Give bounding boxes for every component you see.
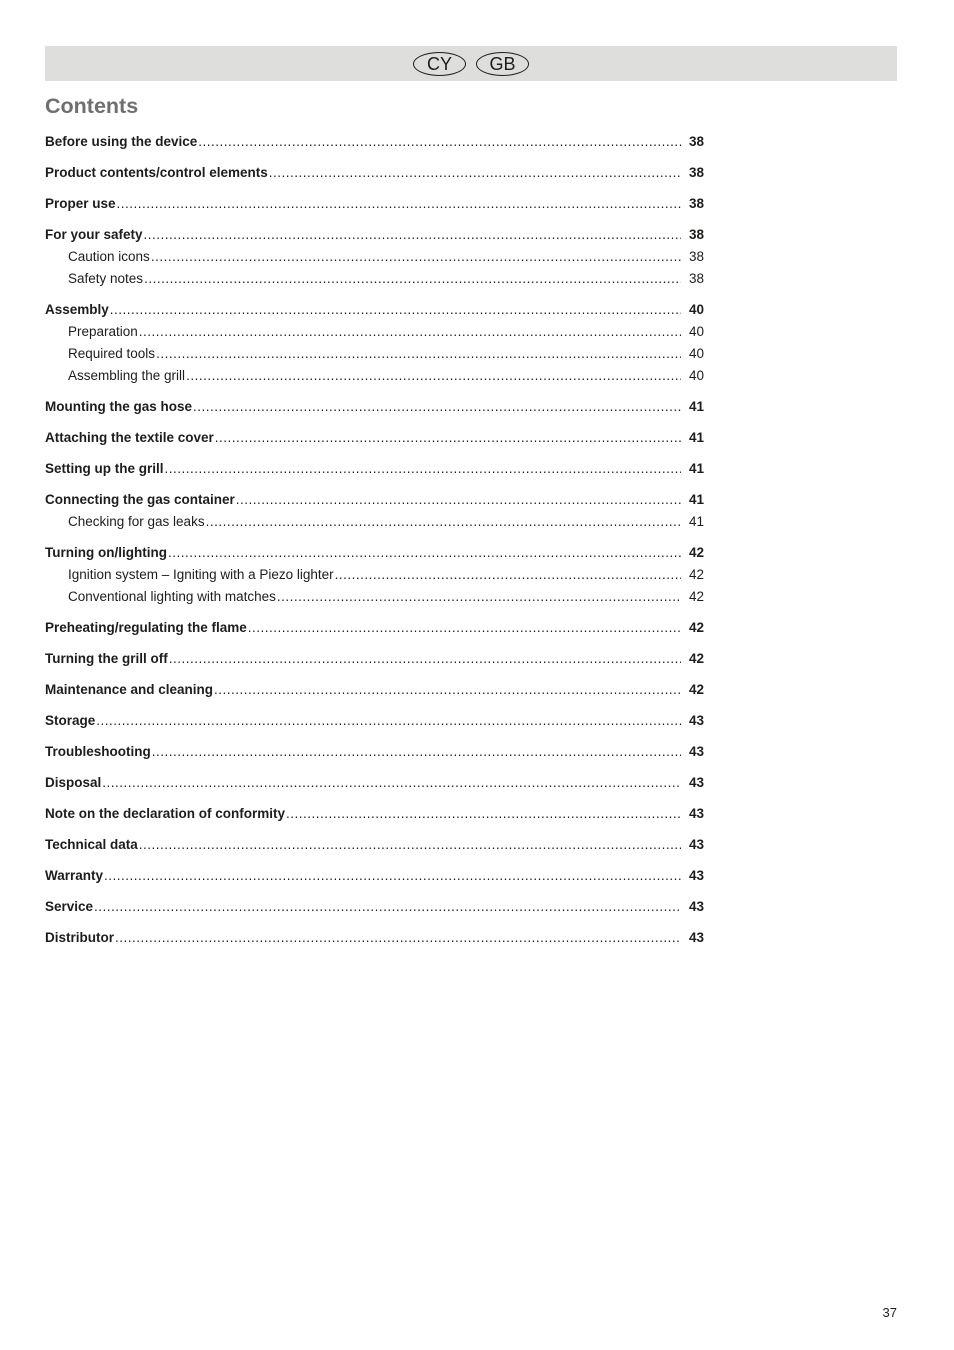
toc-entry-page: 43: [688, 868, 704, 883]
toc-entry-page: 42: [688, 651, 704, 666]
toc-entry-label: For your safety: [45, 227, 143, 242]
toc-entry-label: Disposal: [45, 775, 102, 790]
toc-entry[interactable]: [45, 343, 704, 365]
toc-entry-label: Preparation: [68, 324, 138, 339]
toc-entry-label: Technical data: [45, 837, 138, 852]
toc-entry-label: Maintenance and cleaning: [45, 682, 214, 697]
toc-dot-leader: [115, 927, 681, 949]
toc-dot-leader: [152, 741, 681, 763]
toc-entry-page: 41: [688, 514, 704, 529]
toc-entry-page: 40: [688, 324, 704, 339]
toc-entry[interactable]: [45, 865, 704, 887]
toc-dot-leader: [144, 268, 681, 290]
toc-dot-leader: [269, 162, 681, 184]
toc-entry-label: Required tools: [68, 346, 156, 361]
toc-entry-label: Proper use: [45, 196, 116, 211]
toc-entry-page: 38: [688, 196, 704, 211]
toc-entry-page: 38: [688, 134, 704, 149]
toc-entry-label: Checking for gas leaks: [68, 514, 205, 529]
toc-entry[interactable]: [45, 648, 704, 670]
toc-dot-leader: [186, 365, 681, 387]
toc-entry-page: 38: [688, 165, 704, 180]
toc-entry-label: Mounting the gas hose: [45, 399, 192, 414]
toc-entry-label: Safety notes: [68, 271, 144, 286]
toc-entry-page: 43: [688, 806, 704, 821]
toc-entry[interactable]: [45, 193, 704, 215]
toc-dot-leader: [248, 617, 681, 639]
toc-entry-label: Assembly: [45, 302, 109, 317]
toc-entry[interactable]: [45, 131, 704, 153]
toc-entry-page: 42: [688, 545, 704, 560]
toc-entry[interactable]: [45, 246, 704, 268]
toc-entry[interactable]: [45, 617, 704, 639]
toc-entry[interactable]: [45, 927, 704, 949]
toc-entry[interactable]: [45, 834, 704, 856]
toc-entry-page: 43: [688, 837, 704, 852]
toc-entry-page: 41: [688, 430, 704, 445]
toc-dot-leader: [102, 772, 681, 794]
toc-entry-page: 40: [688, 302, 704, 317]
toc-entry[interactable]: [45, 299, 704, 321]
toc-dot-leader: [104, 865, 681, 887]
page-title: Contents: [45, 94, 139, 118]
toc-entry-label: Assembling the grill: [68, 368, 186, 383]
toc-entry-label: Attaching the textile cover: [45, 430, 214, 445]
toc-entry-label: Conventional lighting with matches: [68, 589, 276, 604]
toc-entry-page: 42: [688, 567, 704, 582]
toc-dot-leader: [169, 648, 681, 670]
toc-entry-label: Connecting the gas container: [45, 492, 235, 507]
language-badge-gb: GB: [476, 52, 529, 76]
toc-entry-page: 42: [688, 682, 704, 697]
toc-dot-leader: [168, 542, 681, 564]
language-header-bar: [45, 46, 897, 81]
toc-dot-leader: [193, 396, 681, 418]
toc-entry[interactable]: [45, 365, 704, 387]
toc-entry-page: 40: [688, 346, 704, 361]
toc-entry[interactable]: [45, 427, 704, 449]
toc-dot-leader: [236, 489, 681, 511]
toc-entry[interactable]: [45, 511, 704, 533]
toc-entry-label: Before using the device: [45, 134, 198, 149]
toc-entry-page: 43: [688, 744, 704, 759]
toc-entry-page: 43: [688, 899, 704, 914]
language-badge-cy: CY: [413, 52, 466, 76]
toc-entry-page: 38: [688, 227, 704, 242]
toc-dot-leader: [139, 321, 681, 343]
toc-dot-leader: [214, 679, 681, 701]
toc-dot-leader: [215, 427, 681, 449]
toc-dot-leader: [151, 246, 681, 268]
toc-entry-page: 41: [688, 461, 704, 476]
toc-entry[interactable]: [45, 803, 704, 825]
toc-entry-label: Distributor: [45, 930, 114, 945]
toc-entry[interactable]: [45, 896, 704, 918]
toc-entry-page: 38: [688, 249, 704, 264]
toc-entry-page: 43: [688, 930, 704, 945]
toc-entry-label: Warranty: [45, 868, 104, 883]
toc-dot-leader: [96, 710, 681, 732]
toc-entry-label: Ignition system – Igniting with a Piezo lighter: [68, 567, 334, 582]
toc-entry-label: Troubleshooting: [45, 744, 151, 759]
toc-entry-page: 41: [688, 492, 704, 507]
toc-entry-label: Preheating/regulating the flame: [45, 620, 247, 635]
toc-entry[interactable]: [45, 224, 704, 246]
toc-entry-page: 38: [688, 271, 704, 286]
toc-entry[interactable]: [45, 710, 704, 732]
toc-entry-label: Turning on/lighting: [45, 545, 167, 560]
toc-dot-leader: [335, 564, 681, 586]
toc-dot-leader: [156, 343, 681, 365]
toc-entry-label: Storage: [45, 713, 96, 728]
toc-entry[interactable]: [45, 741, 704, 763]
toc-dot-leader: [165, 458, 682, 480]
toc-dot-leader: [198, 131, 681, 153]
toc-entry[interactable]: [45, 564, 704, 586]
toc-dot-leader: [206, 511, 681, 533]
toc-entry-label: Caution icons: [68, 249, 150, 264]
toc-dot-leader: [286, 803, 681, 825]
toc-entry-label: Turning the grill off: [45, 651, 168, 666]
toc-entry[interactable]: [45, 321, 704, 343]
language-badges: [45, 52, 897, 76]
toc-entry-label: Note on the declaration of conformity: [45, 806, 286, 821]
page-number: 37: [882, 1305, 897, 1320]
toc-entry-page: 43: [688, 775, 704, 790]
toc-entry-label: Setting up the grill: [45, 461, 164, 476]
toc-dot-leader: [117, 193, 681, 215]
toc-entry-page: 42: [688, 589, 704, 604]
toc-dot-leader: [277, 586, 681, 608]
toc-entry-page: 42: [688, 620, 704, 635]
toc-dot-leader: [139, 834, 681, 856]
toc-entry-label: Product contents/control elements: [45, 165, 268, 180]
toc-entry[interactable]: [45, 489, 704, 511]
toc-entry-page: 43: [688, 713, 704, 728]
toc-entry[interactable]: [45, 396, 704, 418]
toc-entry[interactable]: [45, 542, 704, 564]
toc-entry[interactable]: [45, 458, 704, 480]
toc-dot-leader: [110, 299, 681, 321]
toc-entry[interactable]: [45, 772, 704, 794]
toc-entry[interactable]: [45, 162, 704, 184]
table-of-contents: [45, 131, 704, 949]
toc-entry-label: Service: [45, 899, 94, 914]
toc-dot-leader: [94, 896, 681, 918]
toc-entry[interactable]: [45, 586, 704, 608]
toc-dot-leader: [144, 224, 681, 246]
toc-entry-page: 41: [688, 399, 704, 414]
toc-entry[interactable]: [45, 679, 704, 701]
toc-entry[interactable]: [45, 268, 704, 290]
toc-entry-page: 40: [688, 368, 704, 383]
